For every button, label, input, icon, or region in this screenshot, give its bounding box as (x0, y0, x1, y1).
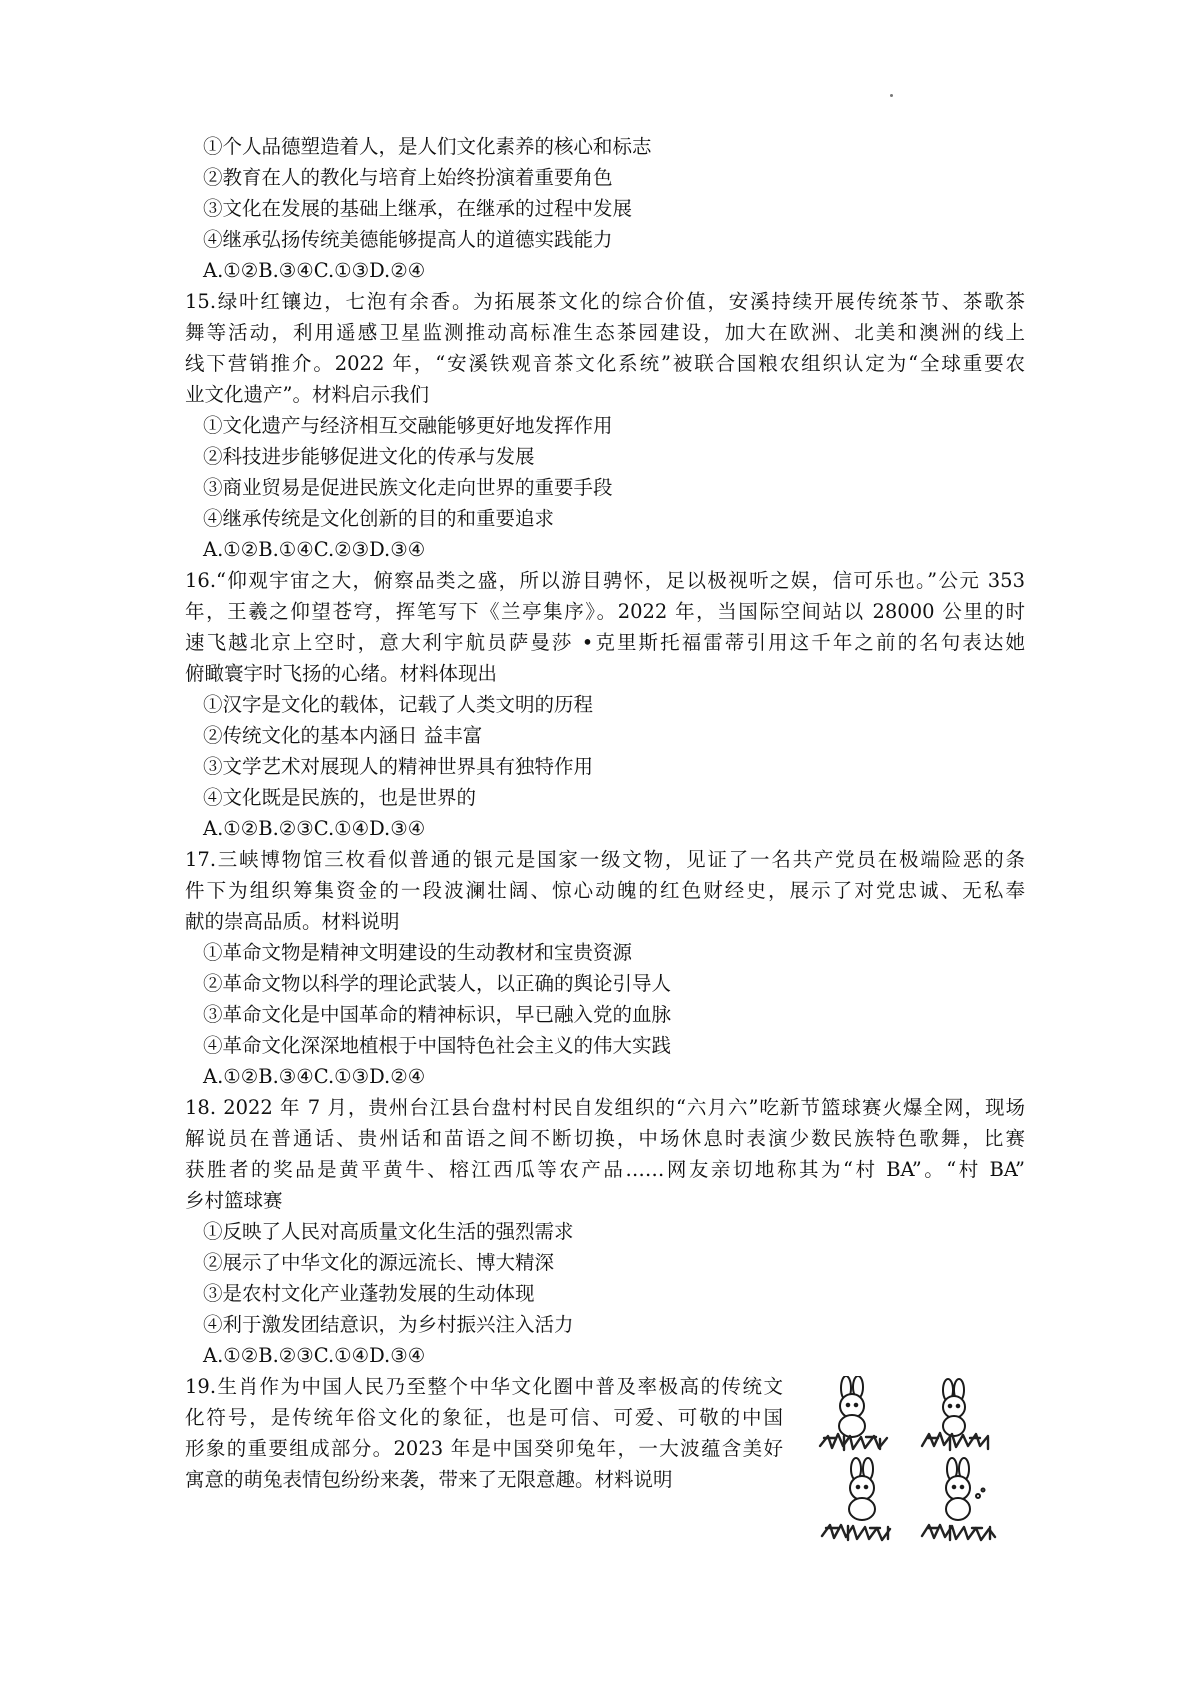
q16-statement-2: ②传统文化的基本内涵日 益丰富 (203, 724, 483, 747)
q16-stem-line-3: 速飞越北京上空时，意大利宇航员萨曼莎 •克里斯托福雷蒂引用这千年之前的名句表达她 (185, 631, 1025, 654)
q14-statement-4: ④继承弘扬传统美德能够提高人的道德实践能力 (203, 228, 613, 251)
scan-speck (890, 94, 893, 97)
q17-stem-line-2: 件下为组织筹集资金的一段波澜壮阔、惊心动魄的红色财经史，展示了对党忠诚、无私奉 (185, 879, 1025, 902)
q15-statement-4: ④继承传统是文化创新的目的和重要追求 (203, 507, 555, 530)
q19-stem-line-2: 化符号，是传统年俗文化的象征，也是可信、可爱、可敬的中国 (185, 1406, 783, 1429)
q15-stem-line-1: 15.绿叶红镶边，七泡有余香。为拓展茶文化的综合价值，安溪持续开展传统茶节、茶歌茶 (185, 290, 1025, 313)
handwritten-caption-4 (922, 1525, 995, 1540)
handwritten-caption-3 (822, 1525, 890, 1540)
q19-stem-line-3: 形象的重要组成部分。2023 年是中国癸卯兔年，一大波蕴含美好 (185, 1437, 783, 1460)
rabbit-sticker-illustration (818, 1376, 1023, 1554)
q16-statement-4: ④文化既是民族的，也是世界的 (203, 786, 477, 809)
q17-statement-1: ①革命文物是精神文明建设的生动教材和宝贵资源 (203, 941, 633, 964)
q18-stem-line-2: 解说员在普通话、贵州话和苗语之间不断切换，中场休息时表演少数民族特色歌舞，比赛 (185, 1127, 1025, 1150)
q15-options: A.①②B.①④C.②③D.③④ (203, 538, 426, 561)
rabbit-icon (943, 1379, 965, 1436)
rabbit-icon (946, 1458, 985, 1520)
q19-stem-line-4: 寓意的萌兔表情包纷纷来袭，带来了无限意趣。材料说明 (185, 1468, 673, 1491)
q16-options: A.①②B.②③C.①④D.③④ (203, 817, 426, 840)
q15-statement-2: ②科技进步能够促进文化的传承与发展 (203, 445, 535, 468)
q18-stem-line-3: 获胜者的奖品是黄平黄牛、榕江西瓜等农产品……网友亲切地称其为“村 BA”。“村 BA” (185, 1158, 1025, 1181)
q18-stem-line-4: 乡村篮球赛 (185, 1189, 283, 1212)
q18-stem-line-1: 18. 2022 年 7 月，贵州台江县台盘村村民自发组织的“六月六”吃新节篮球赛火爆全网，现场 (185, 1096, 1025, 1119)
q18-statement-4: ④利于激发团结意识，为乡村振兴注入活力 (203, 1313, 574, 1336)
q14-options: A.①②B.③④C.①③D.②④ (203, 259, 426, 282)
q15-stem-line-2: 舞等活动，利用遥感卫星监测推动高标准生态茶园建设，加大在欧洲、北美和澳洲的线上 (185, 321, 1025, 344)
q19-stem-line-1: 19.生肖作为中国人民乃至整个中华文化圈中普及率极高的传统文 (185, 1375, 783, 1398)
q18-options: A.①②B.②③C.①④D.③④ (203, 1344, 426, 1367)
q15-stem-line-4: 业文化遗产”。材料启示我们 (185, 383, 429, 406)
q18-statement-1: ①反映了人民对高质量文化生活的强烈需求 (203, 1220, 574, 1243)
rabbit-icon (839, 1376, 865, 1437)
q14-statement-2: ②教育在人的教化与培育上始终扮演着重要角色 (203, 166, 613, 189)
q15-stem-line-3: 线下营销推介。2022 年，“安溪铁观音茶文化系统”被联合国粮农组织认定为“全球重要农 (185, 352, 1025, 375)
q15-statement-1: ①文化遗产与经济相互交融能够更好地发挥作用 (203, 414, 613, 437)
q16-statement-1: ①汉字是文化的载体，记载了人类文明的历程 (203, 693, 594, 716)
q16-stem-line-2: 年，王羲之仰望苍穹，挥笔写下《兰亭集序》。2022 年，当国际空间站以 28000 公里的时 (185, 600, 1025, 623)
rabbit-icon (849, 1458, 875, 1520)
q17-stem-line-1: 17.三峡博物馆三枚看似普通的银元是国家一级文物，见证了一名共产党员在极端险恶的条 (185, 848, 1025, 871)
q17-statement-3: ③革命文化是中国革命的精神标识，早已融入党的血脉 (203, 1003, 672, 1026)
q15-statement-3: ③商业贸易是促进民族文化走向世界的重要手段 (203, 476, 613, 499)
q17-stem-line-3: 献的崇高品质。材料说明 (185, 910, 400, 933)
q14-statement-1: ①个人品德塑造着人，是人们文化素养的核心和标志 (203, 135, 652, 158)
q18-statement-3: ③是农村文化产业蓬勃发展的生动体现 (203, 1282, 535, 1305)
q16-stem-line-1: 16.“仰观宇宙之大，俯察品类之盛，所以游目骋怀，足以极视听之娱，信可乐也。”公元 353 (185, 569, 1025, 592)
q17-statement-4: ④革命文化深深地植根于中国特色社会主义的伟大实践 (203, 1034, 672, 1057)
q16-stem-line-4: 俯瞰寰宇时飞扬的心绪。材料体现出 (185, 662, 498, 685)
q18-statement-2: ②展示了中华文化的源远流长、博大精深 (203, 1251, 555, 1274)
q17-options: A.①②B.③④C.①③D.②④ (203, 1065, 426, 1088)
q17-statement-2: ②革命文物以科学的理论武装人，以正确的舆论引导人 (203, 972, 672, 995)
q16-statement-3: ③文学艺术对展现人的精神世界具有独特作用 (203, 755, 594, 778)
q14-statement-3: ③文化在发展的基础上继承，在继承的过程中发展 (203, 197, 633, 220)
